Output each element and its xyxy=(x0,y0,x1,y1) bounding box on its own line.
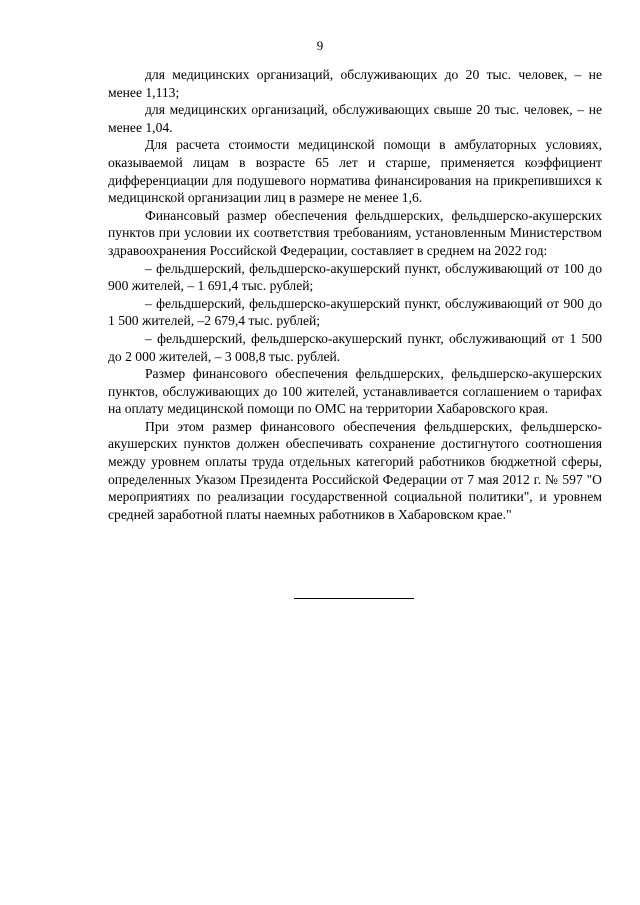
paragraph-under-100: Размер финансового обеспечения фельдшерских, фельдшерско-акушерских пунктов, обслуживающих до 100 жителей, устанавливается соглашением о тарифах на оплату медицинской помощи по ОМС на территории Хабаровского края. xyxy=(108,366,602,417)
paragraph-coefficient-up-to-20k: для медицинских организаций, обслуживающих до 20 тыс. человек, – не менее 1,113; xyxy=(108,67,602,100)
list-item-100-900: – фельдшерский, фельдшерско-акушерский пункт, обслуживающий от 100 до 900 жителей, – 1 691,4 тыс. рублей; xyxy=(108,260,602,294)
document-body xyxy=(108,66,602,523)
paragraph-feldsher-financing: Финансовый размер обеспечения фельдшерских, фельдшерско-акушерских пунктов при условии их соответствия требованиям, установленным Министерством здравоохранения Российской Федерации, составляет в среднем на 2022 год: xyxy=(108,207,602,258)
list-item-1500-2000: – фельдшерский, фельдшерско-акушерский пункт, обслуживающий от 1 500 до 2 000 жителей, – 3 008,8 тыс. рублей. xyxy=(108,330,602,364)
separator-line xyxy=(294,598,414,599)
paragraph-coefficient-over-20k: для медицинских организаций, обслуживающих свыше 20 тыс. человек, – не менее 1,04. xyxy=(108,102,602,135)
list-item-900-1500: – фельдшерский, фельдшерско-акушерский пункт, обслуживающий от 900 до 1 500 жителей, –2 679,4 тыс. рублей; xyxy=(108,295,602,329)
page-number: 9 xyxy=(316,38,324,53)
paragraph-elderly-coefficient: Для расчета стоимости медицинской помощи в амбулаторных условиях, оказываемой лицам в возрасте 65 лет и старше, применяется коэффициент дифференциации для подушевого норматива финансирования на прикрепившихся к медицинской организации лиц в размере не менее 1,6. xyxy=(108,137,602,206)
paragraph-salary-ratio: При этом размер финансового обеспечения фельдшерских, фельдшерско-акушерских пунктов должен обеспечивать сохранение достигнутого соотношения между уровнем оплаты труда отдельных категорий работников бюджетной сферы, определенных Указом Президента Российской Федерации от 7 мая 2012 г. № 597 "О мероприятиях по реализации государственной социальной политики", и уровнем средней заработной платы наемных работников в Хабаровском крае." xyxy=(108,418,602,522)
